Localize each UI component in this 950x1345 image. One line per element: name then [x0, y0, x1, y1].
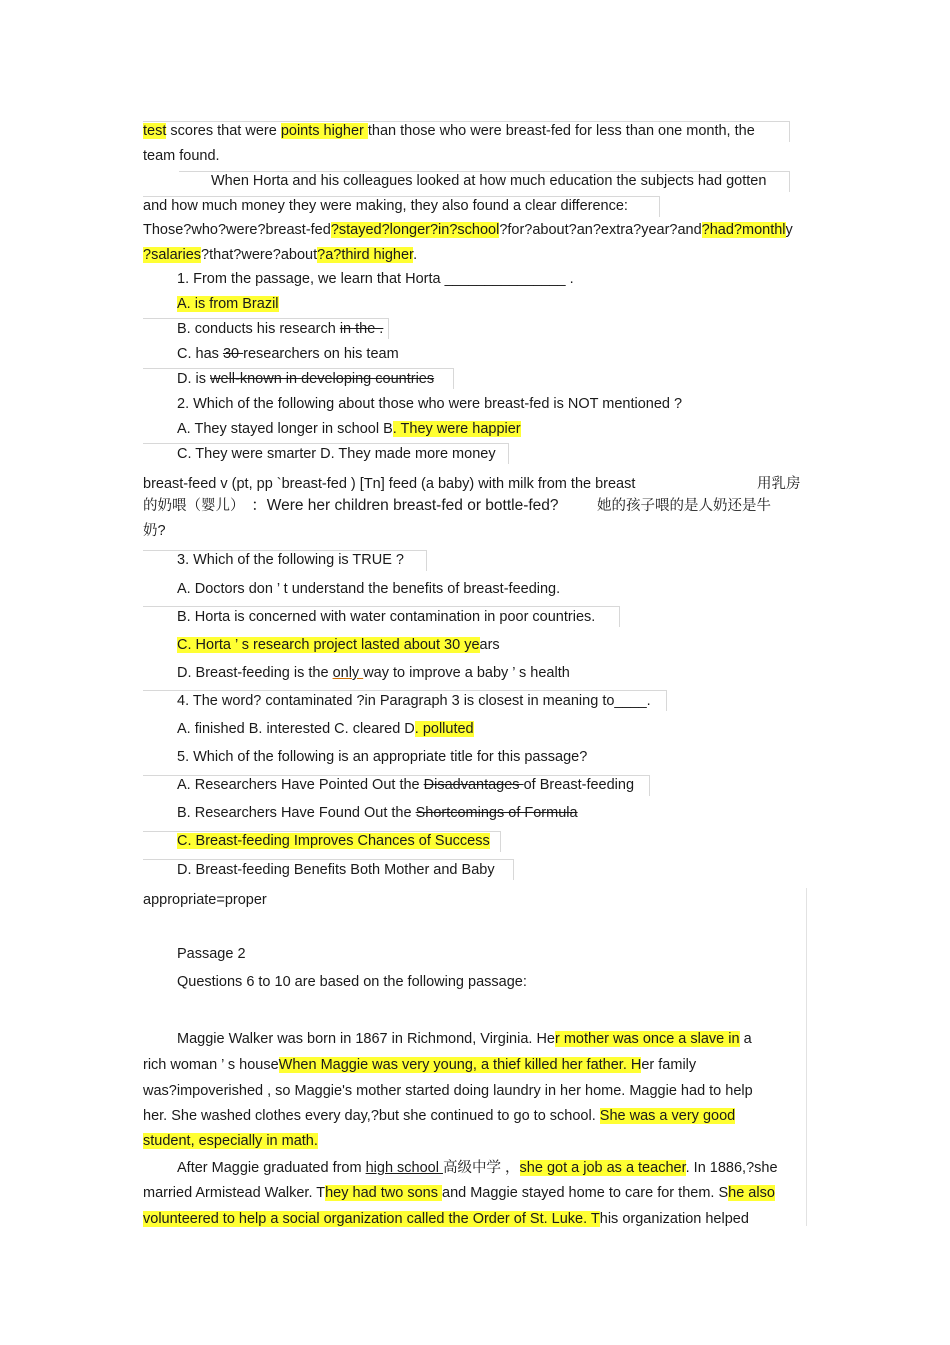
passage2-p1-line-1: Maggie Walker was born in 1867 in Richmond, Virginia. Her mother was once a slave in a	[177, 1031, 752, 1047]
q5-stem: 5. Which of the following is an appropriate title for this passage?	[177, 749, 588, 765]
q5-option-a: A. Researchers Have Pointed Out the Disadvantages of Breast-feeding	[177, 777, 635, 793]
passage2-p1-line-3: was?impoverished , so Maggie's mother started doing laundry in her home. Maggie had to help	[143, 1083, 753, 1099]
passage2-p1-line-2: rich woman ’ s houseWhen Maggie was very young, a thief killed her father. Her family	[143, 1057, 697, 1073]
q5-option-d: D. Breast-feeding Benefits Both Mother and Baby	[177, 862, 495, 878]
note-appropriate: appropriate=proper	[143, 892, 267, 908]
passage2-title: Passage 2	[177, 946, 246, 962]
q1-option-c: C. has 30 researchers on his team	[177, 346, 399, 362]
vertical-rule	[806, 888, 807, 1226]
vocab-line-1-cn: 用乳房	[757, 476, 801, 492]
q3-option-d: D. Breast-feeding is the only way to improve a baby ’ s health	[177, 665, 570, 681]
q4-stem: 4. The word? contaminated ?in Paragraph 3 is closest in meaning to____.	[177, 693, 651, 709]
passage2-p1-line-4: her. She washed clothes every day,?but she continued to go to school. She was a very good	[143, 1108, 736, 1124]
passage1-line-4: and how much money they were making, they also found a clear difference:	[143, 198, 628, 214]
q2-options-cd: C. They were smarter D. They made more money	[177, 446, 496, 462]
passage1-line-5: Those?who?were?breast-fed?stayed?longer?in?school?for?about?an?extra?year?and?had?monthly	[143, 222, 793, 238]
q5-option-c: C. Breast-feeding Improves Chances of Success	[177, 833, 490, 849]
passage1-line-2: team found.	[143, 148, 220, 164]
vocab-line-3: 奶?	[143, 523, 166, 539]
q2-options-ab: A. They stayed longer in school B. They were happier	[177, 421, 521, 437]
passage2-intro: Questions 6 to 10 are based on the following passage:	[177, 974, 527, 990]
q3-option-b: B. Horta is concerned with water contamination in poor countries.	[177, 609, 596, 625]
vocab-line-1: breast-feed v (pt, pp `breast-fed ) [Tn] feed (a baby) with milk from the breast	[143, 476, 636, 492]
q1-option-b: B. conducts his research in the .	[177, 321, 384, 337]
passage1-line-1: test scores that were points higher than those who were breast-fed for less than one month, the	[143, 123, 755, 139]
q3-option-a: A. Doctors don ’ t understand the benefits of breast-feeding.	[177, 581, 561, 597]
q4-options: A. finished B. interested C. cleared D. polluted	[177, 721, 474, 737]
passage2-p2-line-2: married Armistead Walker. They had two sons and Maggie stayed home to care for them. She also	[143, 1185, 775, 1201]
q1-option-a: A. is from Brazil	[177, 296, 279, 312]
q5-option-b: B. Researchers Have Found Out the Shortcomings of Formula	[177, 805, 578, 821]
q1-stem: 1. From the passage, we learn that Horta _______________ .	[177, 271, 574, 287]
q2-stem: 2. Which of the following about those who were breast-fed is NOT mentioned ?	[177, 396, 683, 412]
passage1-line-3: When Horta and his colleagues looked at how much education the subjects had gotten	[211, 173, 767, 189]
vocab-line-2-cn: 她的孩子喂的是人奶还是牛	[597, 498, 771, 514]
vocab-line-2: 的奶喂（婴儿） ：Were her children breast-fed or bottle-fed?	[143, 497, 559, 514]
passage2-p1-line-5: student, especially in math.	[143, 1133, 318, 1149]
q1-option-d: D. is well-known in developing countries	[177, 371, 435, 387]
passage2-p2-line-1: After Maggie graduated from high school 高级中学 ，she got a job as a teacher. In 1886,?she	[177, 1160, 778, 1176]
q3-stem: 3. Which of the following is TRUE ?	[177, 552, 404, 568]
passage1-line-6: ?salaries?that?were?about?a?third higher.	[143, 247, 418, 263]
passage2-p2-line-3: volunteered to help a social organization called the Order of St. Luke. This organization helped	[143, 1211, 749, 1227]
q3-option-c: C. Horta ’ s research project lasted about 30 years	[177, 637, 500, 653]
